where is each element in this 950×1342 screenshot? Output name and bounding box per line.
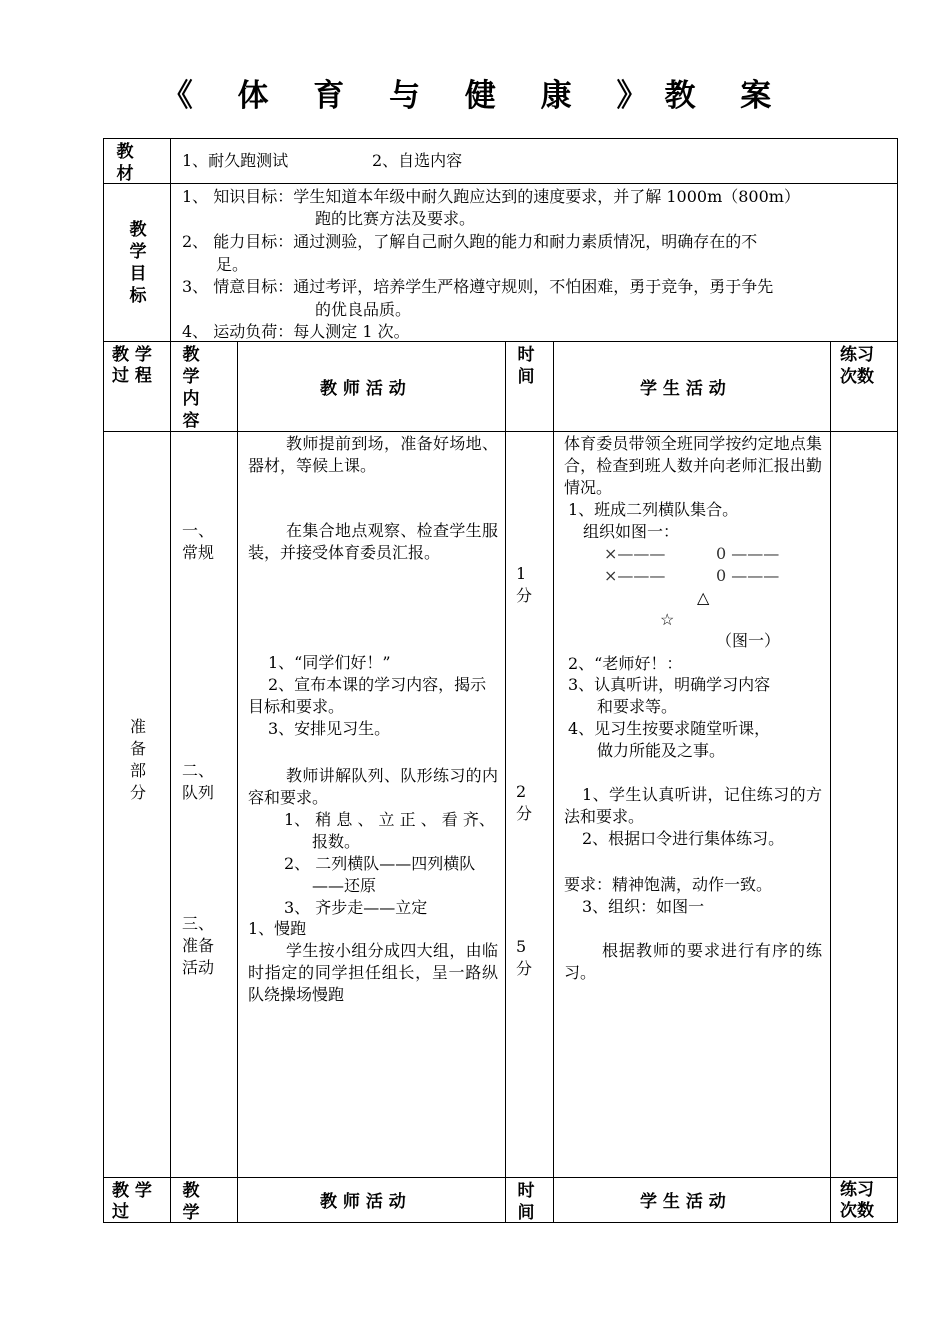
mubiao-line-2: 跑的比赛方法及要求。 <box>315 209 476 228</box>
row-divider-4 <box>103 1177 898 1178</box>
time-2: 2 分 <box>516 782 533 823</box>
student-text-8: 1、学生认真听讲，记住练习的方法和要求。 <box>564 785 822 826</box>
header2-cishu: 练习次数 <box>840 1180 874 1221</box>
formation-teacher-triangle: △ <box>697 588 710 607</box>
mubiao-line-5: 3、 情意目标：通过考评，培养学生严格遵守规则，不怕困难，勇于竞争，勇于争先 <box>182 277 774 296</box>
student-text-11: 3、组织：如图一 <box>582 897 705 916</box>
student-text-3a: 2、“老师好！： <box>568 654 683 673</box>
student-text-7: 做力所能及之事。 <box>597 741 726 760</box>
student-text-4: 3、认真听讲，明确学习内容 <box>568 675 771 694</box>
formation-row2-o: 0 ——— <box>716 566 780 585</box>
student-text-1: 体育委员带领全班同学按约定地点集合，检查到班人数并向老师汇报出勤情况。 <box>564 434 822 497</box>
col-divider-student <box>830 341 831 1223</box>
table-border-top <box>103 138 898 139</box>
teacher-text-1: 教师提前到场，准备好场地、器材，等候上课。 <box>248 434 498 475</box>
jiaocai-label: 教材 <box>116 142 134 184</box>
student-text-5: 和要求等。 <box>597 697 678 716</box>
jiaocai-item-1: 1、耐久跑测试 <box>182 151 289 170</box>
header-time: 时间 <box>517 345 535 387</box>
mubiao-line-6: 的优良品质。 <box>315 300 412 319</box>
formation-row2-x: ×——— <box>604 566 666 585</box>
header2-guocheng: 教 学过 <box>112 1181 152 1222</box>
teacher-text-4: 2、宣布本课的学习内容，揭示目标和要求。 <box>248 675 487 716</box>
teacher-text-3: 1、“同学们好！” <box>268 653 391 672</box>
teacher-text-6: 教师讲解队列、队形练习的内容和要求。 <box>248 766 498 807</box>
mubiao-line-3: 2、 能力目标：通过测验，了解自己耐久跑的能力和耐力素质情况，明确存在的不 <box>182 232 758 251</box>
formation-star: ☆ <box>660 610 675 629</box>
section-zhunbei: 三、准备活动 <box>182 914 215 977</box>
header-guocheng: 教 学过 程 <box>112 345 152 386</box>
student-text-10: 要求：精神饱满，动作一致。 <box>564 875 773 894</box>
jiaocai-item-2: 2、自选内容 <box>372 151 463 170</box>
student-text-12: 根据教师的要求进行有序的练习。 <box>564 941 822 982</box>
formation-row1-o: 0 ——— <box>716 544 780 563</box>
teacher-text-9: 3、 齐步走——立定 <box>284 898 428 917</box>
time-3: 5 分 <box>516 937 533 978</box>
teacher-text-8: 2、 二列横队——四列横队——还原 <box>284 854 476 895</box>
student-text-3: 组织如图一： <box>583 522 680 541</box>
header2-neirong: 教学 <box>182 1181 200 1223</box>
teacher-text-10: 1、慢跑 <box>248 919 307 938</box>
row-divider-3 <box>103 431 898 432</box>
table-border-right <box>897 138 898 1223</box>
phase-prep: 准备部分 <box>129 717 146 802</box>
teacher-text-5: 3、安排见习生。 <box>268 719 391 738</box>
teacher-text-2: 在集合地点观察、检查学生服装，并接受体育委员汇报。 <box>248 521 498 562</box>
header-neirong: 教学内容 <box>182 345 200 431</box>
row-divider-1 <box>103 183 898 184</box>
figure-caption: （图一） <box>716 631 781 650</box>
document-title: 《 体 育 与 健 康 》教 案 <box>161 78 789 114</box>
header-cishu: 练习次数 <box>840 345 874 387</box>
teacher-text-11: 学生按小组分成四大组，由临时指定的同学担任组长，呈一路纵队绕操场慢跑 <box>248 941 498 1004</box>
col-divider-content <box>237 341 238 1223</box>
header-student: 学 生 活 动 <box>640 379 726 399</box>
student-text-2: 1、班成二列横队集合。 <box>568 500 739 519</box>
header-teacher: 教 师 活 动 <box>320 379 406 399</box>
formation-row1-x: ×——— <box>604 544 666 563</box>
mubiao-line-1: 1、 知识目标：学生知道本年级中耐久跑应达到的速度要求，并了解 1000m（800m） <box>182 187 800 206</box>
header2-time: 时间 <box>517 1181 535 1223</box>
time-1: 1 分 <box>516 564 533 605</box>
table-border-bottom <box>103 1222 898 1223</box>
table-border-left <box>103 138 104 1223</box>
student-text-6: 4、见习生按要求随堂听课， <box>568 719 771 738</box>
header2-teacher: 教 师 活 动 <box>320 1192 406 1212</box>
section-changgui: 一、常规 <box>182 521 215 562</box>
student-text-9: 2、根据口令进行集体练习。 <box>582 829 785 848</box>
teacher-text-7: 1、 稍 息 、 立 正 、 看 齐、报数。 <box>284 810 495 851</box>
col-divider-label <box>170 138 171 1223</box>
col-divider-time <box>553 341 554 1223</box>
section-duilie: 二、队列 <box>182 761 215 802</box>
mubiao-line-7: 4、 运动负荷：每人测定 1 次。 <box>182 322 410 341</box>
mubiao-line-4: 足。 <box>216 255 249 274</box>
col-divider-teacher <box>505 341 506 1223</box>
header2-student: 学 生 活 动 <box>640 1192 726 1212</box>
mubiao-label: 教学目标 <box>129 220 147 306</box>
